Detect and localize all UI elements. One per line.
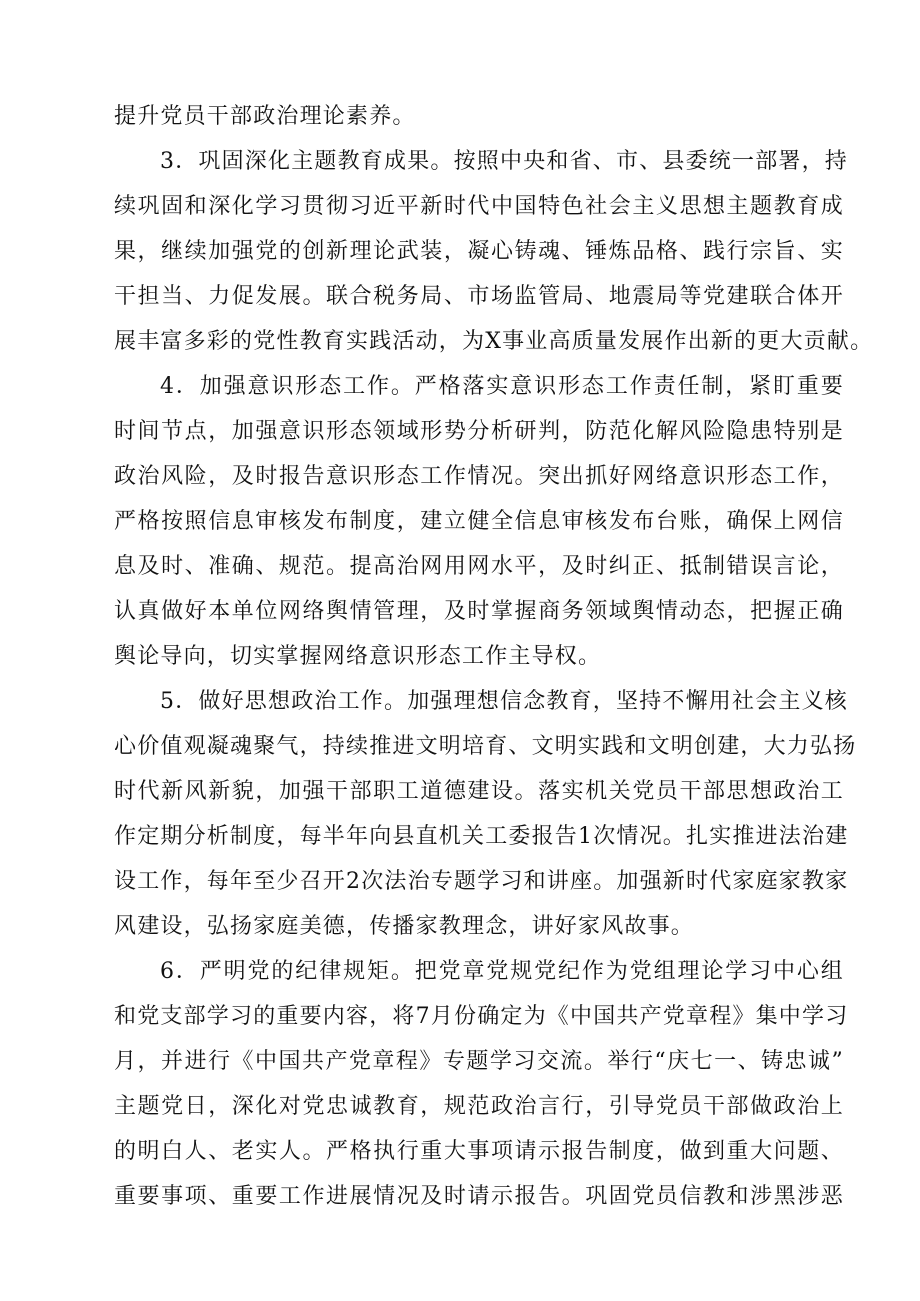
text-line: 息及时、准确、规范。提高治网用网水平，及时纠正、抵制错误言论， (114, 554, 844, 579)
text-line: 时间节点，加强意识形态领域形势分析研判，防范化解风险隐患特别是 (114, 419, 844, 444)
paragraph-heading-line: 4．加强意识形态工作。严格落实意识形态工作责任制，紧盯重要 (160, 374, 844, 399)
paragraph-heading-line: 3．巩固深化主题教育成果。按照中央和省、市、县委统一部署，持 (160, 149, 848, 174)
text-line: 提升党员干部政治理论素养。 (114, 104, 416, 129)
text-line: 和党支部学习的重要内容，将7月份确定为《中国共产党章程》集中学习 (114, 1004, 849, 1029)
text-line: 严格按照信息审核发布制度，建立健全信息审核发布台账，确保上网信 (114, 509, 844, 534)
text-line: 设工作，每年至少召开2次法治专题学习和讲座。加强新时代家庭家教家 (114, 869, 849, 894)
text-line: 风建设，弘扬家庭美德，传播家教理念，讲好家风故事。 (114, 914, 695, 939)
text-line: 时代新风新貌，加强干部职工道德建设。落实机关党员干部思想政治工 (114, 779, 844, 804)
text-line: 政治风险，及时报告意识形态工作情况。突出抓好网络意识形态工作， (114, 464, 844, 489)
text-line: 续巩固和深化学习贯彻习近平新时代中国特色社会主义思想主题教育成 (114, 194, 844, 219)
text-line: 作定期分析制度，每半年向县直机关工委报告1次情况。扎实推进法治建 (114, 824, 849, 849)
text-line: 的明白人、老实人。严格执行重大事项请示报告制度，做到重大问题、 (114, 1139, 844, 1164)
text-line: 重要事项、重要工作进展情况及时请示报告。巩固党员信教和涉黑涉恶 (114, 1184, 844, 1209)
text-line: 干担当、力促发展。联合税务局、市场监管局、地震局等党建联合体开 (114, 284, 844, 309)
text-line: 主题党日，深化对党忠诚教育，规范政治言行，引导党员干部做政治上 (114, 1094, 844, 1119)
text-line: 果，继续加强党的创新理论武装，凝心铸魂、锤炼品格、践行宗旨、实 (114, 239, 844, 264)
paragraph-heading-line: 6．严明党的纪律规矩。把党章党规党纪作为党组理论学习中心组 (160, 959, 844, 984)
text-line: 展丰富多彩的党性教育实践活动，为X事业高质量发展作出新的更大贡献。 (114, 329, 874, 354)
text-line: 心价值观凝魂聚气，持续推进文明培育、文明实践和文明创建，大力弘扬 (114, 734, 857, 759)
text-line: 舆论导向，切实掌握网络意识形态工作主导权。 (114, 644, 602, 669)
paragraph-heading-line: 5．做好思想政治工作。加强理想信念教育，坚持不懈用社会主义核 (160, 689, 848, 714)
text-line: 认真做好本单位网络舆情管理，及时掌握商务领域舆情动态，把握正确 (114, 599, 844, 624)
text-line: 月，并进行《中国共产党章程》专题学习交流。举行“庆七一、铸忠诚” (114, 1049, 844, 1074)
